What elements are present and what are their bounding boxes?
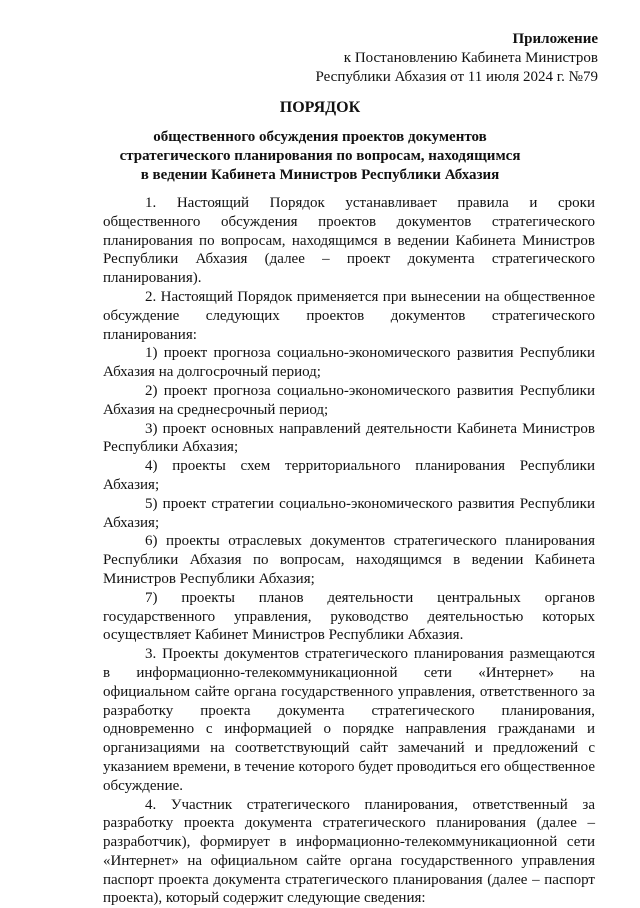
list-item-7: 7) проекты планов деятельности центральных органов государственного управления, руководство деятельностью которых осуществляет Кабинет Министров Республики Абхазия. — [103, 589, 595, 645]
subtitle-line-1: общественного обсуждения проектов документов — [100, 128, 540, 147]
list-item-6: 6) проекты отраслевых документов стратегического планирования Республики Абхазия по вопросам, находящимся в ведении Кабинета Министров Республики Абхазия; — [103, 532, 595, 588]
paragraph-4: 4. Участник стратегического планирования, ответственный за разработку проекта документа стратегического планирования (далее – разработчик), формирует в информационно-телекоммуникационной сети «Интернет» на официальном сайте органа государственного управления паспорт проекта документа стратегического планирования (далее – паспорт проекта), который содержит следующие сведения: — [103, 796, 595, 908]
list-item-5: 5) проект стратегии социально-экономического развития Республики Абхазия; — [103, 495, 595, 533]
list-item-2: 2) проект прогноза социально-экономического развития Республики Абхазия на среднесрочный период; — [103, 382, 595, 420]
subtitle-line-2: стратегического планирования по вопросам, находящимся — [100, 147, 540, 166]
list-item-4: 4) проекты схем территориального планирования Республики Абхазия; — [103, 457, 595, 495]
paragraph-1: 1. Настоящий Порядок устанавливает правила и сроки общественного обсуждения проектов документов стратегического планирования по вопросам, находящимся в ведении Кабинета Министров Республики Абхазия (далее – проект документа стратегического планирования). — [103, 194, 595, 288]
appendix-line-2: Республики Абхазия от 11 июля 2024 г. №79 — [315, 68, 598, 87]
appendix-line-1: к Постановлению Кабинета Министров — [315, 49, 598, 68]
appendix-header — [315, 30, 598, 87]
paragraph-3: 3. Проекты документов стратегического планирования размещаются в информационно-телекоммуникационной сети «Интернет» на официальном сайте органа государственного управления, ответственного за разработку проекта документа стратегического планирования, одновременно с информацией о порядке направления гражданами и организациями на соответствующий сайт замечаний и предложений с указанием времени, в течение которого будет проводиться его общественное обсуждение. — [103, 645, 595, 795]
list-item-1: 1) проект прогноза социально-экономического развития Республики Абхазия на долгосрочный период; — [103, 344, 595, 382]
document-title: ПОРЯДОК — [0, 99, 640, 117]
list-item-3: 3) проект основных направлений деятельности Кабинета Министров Республики Абхазия; — [103, 420, 595, 458]
appendix-title: Приложение — [315, 30, 598, 49]
paragraph-2: 2. Настоящий Порядок применяется при вынесении на общественное обсуждение следующих проектов документов стратегического планирования: — [103, 288, 595, 344]
subtitle-line-3: в ведении Кабинета Министров Республики Абхазия — [100, 166, 540, 185]
document-subtitle — [100, 128, 540, 185]
document-body — [103, 194, 595, 908]
